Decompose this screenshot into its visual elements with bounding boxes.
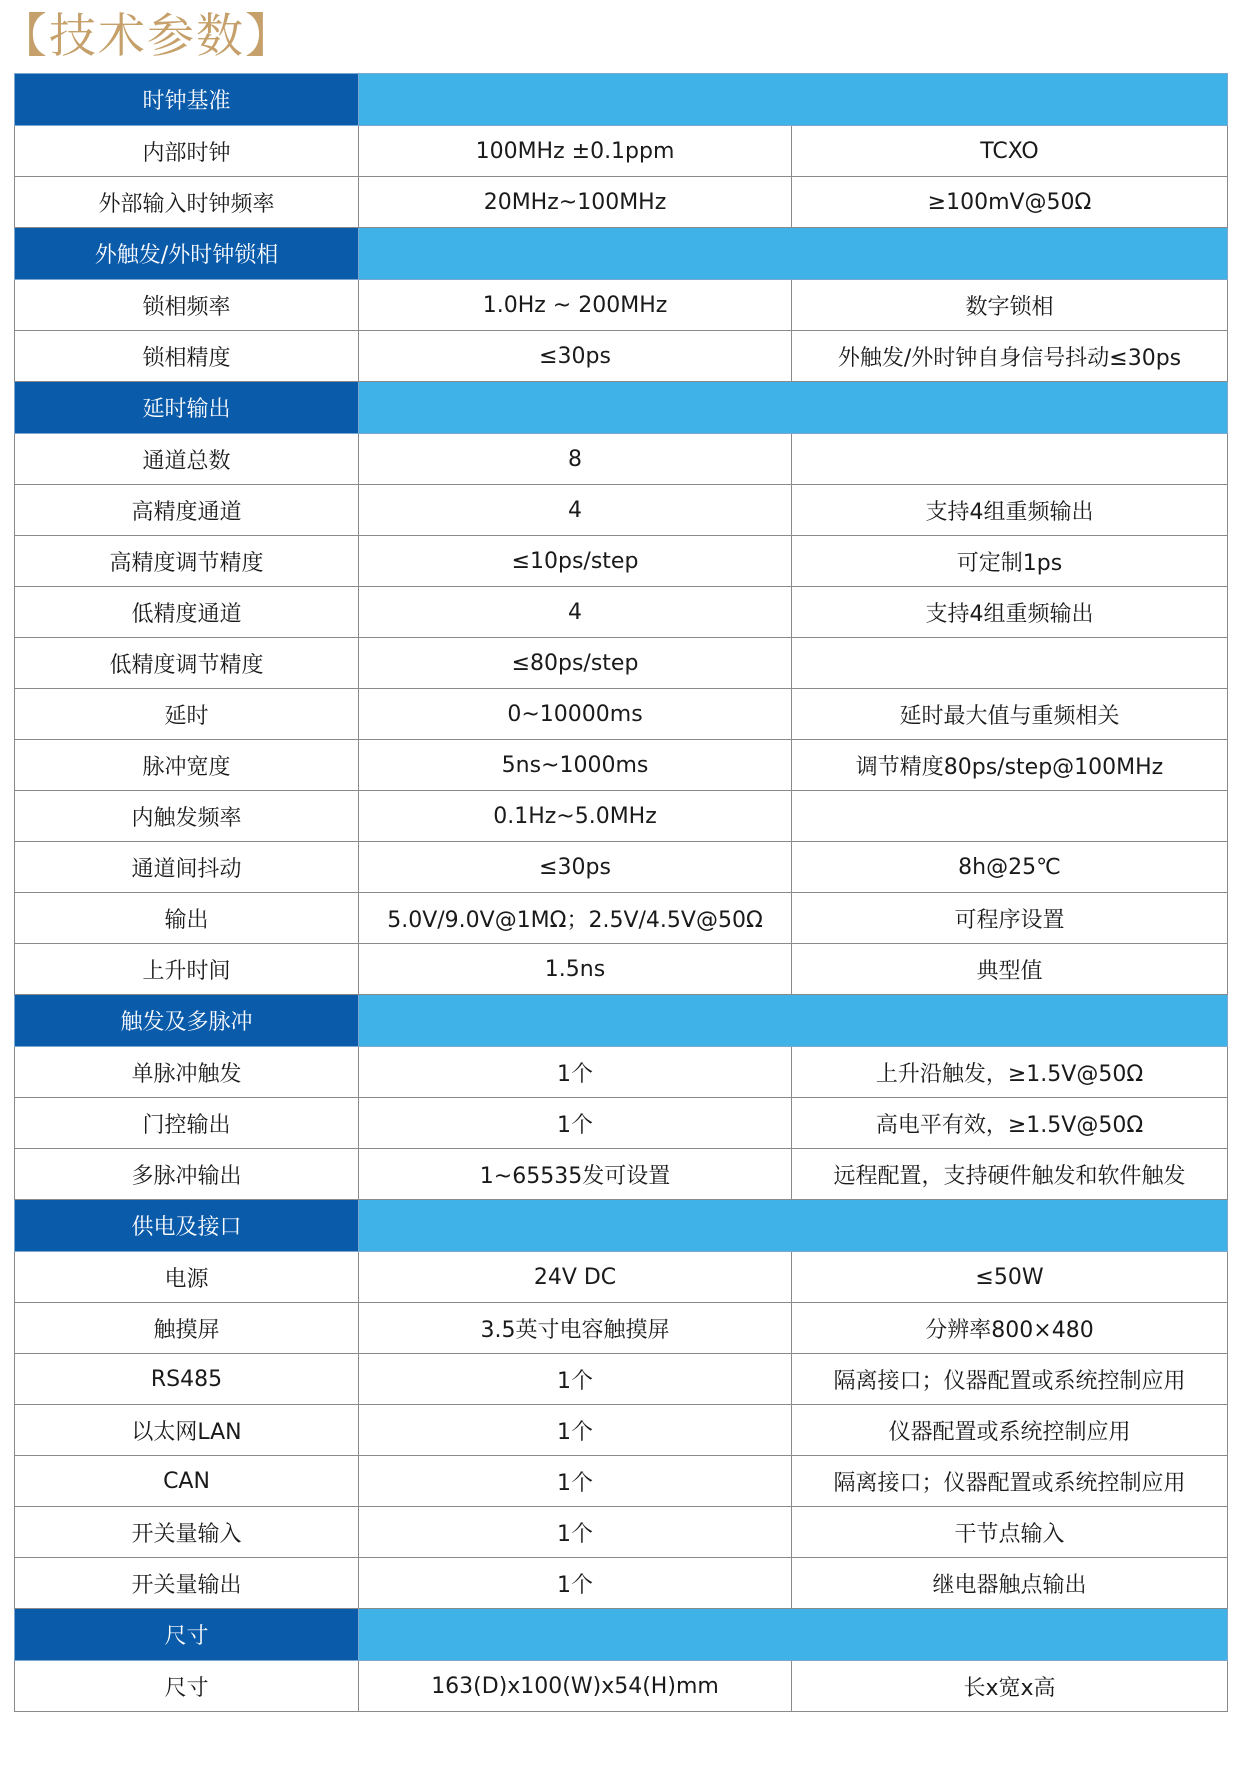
- param-value-cell: 5ns~1000ms: [359, 740, 792, 791]
- param-value-cell: 20MHz~100MHz: [359, 177, 792, 228]
- param-value-cell: 1个: [359, 1354, 792, 1405]
- param-name-cell: 电源: [15, 1252, 359, 1303]
- param-name-cell: RS485: [15, 1354, 359, 1405]
- table-row: [15, 689, 1228, 740]
- table-row: [15, 126, 1228, 177]
- param-note-cell: 隔离接口；仪器配置或系统控制应用: [792, 1456, 1228, 1507]
- table-row: [15, 791, 1228, 842]
- param-value-cell: 8: [359, 434, 792, 485]
- param-value-cell: 4: [359, 485, 792, 536]
- param-note-cell: 仪器配置或系统控制应用: [792, 1405, 1228, 1456]
- page-title: 【技术参数】: [0, 9, 294, 64]
- section-title: 外触发/外时钟锁相: [15, 228, 359, 280]
- param-name-cell: 开关量输出: [15, 1558, 359, 1609]
- param-value-cell: 1个: [359, 1405, 792, 1456]
- table-row: [15, 1558, 1228, 1609]
- section-title: 触发及多脉冲: [15, 995, 359, 1047]
- table-row: [15, 485, 1228, 536]
- param-value-cell: ≤10ps/step: [359, 536, 792, 587]
- table-row: [15, 638, 1228, 689]
- table-row: [15, 1354, 1228, 1405]
- param-name-cell: 延时: [15, 689, 359, 740]
- param-note-cell: 干节点输入: [792, 1507, 1228, 1558]
- param-name-cell: 内部时钟: [15, 126, 359, 177]
- section-header-fill: [359, 228, 1228, 280]
- section-header-row: [15, 1200, 1228, 1252]
- param-note-cell: 调节精度80ps/step@100MHz: [792, 740, 1228, 791]
- param-value-cell: 1个: [359, 1507, 792, 1558]
- param-value-cell: 1.5ns: [359, 944, 792, 995]
- param-name-cell: 脉冲宽度: [15, 740, 359, 791]
- param-note-cell: [792, 434, 1228, 485]
- table-row: [15, 893, 1228, 944]
- param-name-cell: 门控输出: [15, 1098, 359, 1149]
- spec-table: [14, 73, 1228, 1712]
- table-row: [15, 434, 1228, 485]
- table-row: [15, 587, 1228, 638]
- section-header-row: [15, 382, 1228, 434]
- param-value-cell: ≤80ps/step: [359, 638, 792, 689]
- table-row: [15, 1098, 1228, 1149]
- param-value-cell: ≤30ps: [359, 331, 792, 382]
- param-name-cell: 低精度通道: [15, 587, 359, 638]
- param-value-cell: 24V DC: [359, 1252, 792, 1303]
- param-note-cell: 可程序设置: [792, 893, 1228, 944]
- table-row: [15, 842, 1228, 893]
- param-name-cell: 外部输入时钟频率: [15, 177, 359, 228]
- param-name-cell: 触摸屏: [15, 1303, 359, 1354]
- param-name-cell: 输出: [15, 893, 359, 944]
- param-note-cell: 外触发/外时钟自身信号抖动≤30ps: [792, 331, 1228, 382]
- param-note-cell: 可定制1ps: [792, 536, 1228, 587]
- param-value-cell: 1个: [359, 1456, 792, 1507]
- param-name-cell: 以太网LAN: [15, 1405, 359, 1456]
- table-row: [15, 1661, 1228, 1712]
- section-header-fill: [359, 1200, 1228, 1252]
- param-value-cell: 1~65535发可设置: [359, 1149, 792, 1200]
- section-header-row: [15, 228, 1228, 280]
- param-note-cell: 支持4组重频输出: [792, 485, 1228, 536]
- param-name-cell: 开关量输入: [15, 1507, 359, 1558]
- table-row: [15, 280, 1228, 331]
- table-row: [15, 740, 1228, 791]
- table-row: [15, 1047, 1228, 1098]
- param-name-cell: 单脉冲触发: [15, 1047, 359, 1098]
- table-row: [15, 177, 1228, 228]
- section-header-fill: [359, 1609, 1228, 1661]
- param-value-cell: 0~10000ms: [359, 689, 792, 740]
- section-header-fill: [359, 74, 1228, 126]
- param-name-cell: 高精度通道: [15, 485, 359, 536]
- param-note-cell: 数字锁相: [792, 280, 1228, 331]
- table-row: [15, 536, 1228, 587]
- param-name-cell: 内触发频率: [15, 791, 359, 842]
- param-note-cell: 继电器触点输出: [792, 1558, 1228, 1609]
- section-title: 时钟基准: [15, 74, 359, 126]
- section-title: 供电及接口: [15, 1200, 359, 1252]
- table-row: [15, 1507, 1228, 1558]
- param-value-cell: 1个: [359, 1098, 792, 1149]
- param-note-cell: 8h@25℃: [792, 842, 1228, 893]
- param-name-cell: 多脉冲输出: [15, 1149, 359, 1200]
- param-note-cell: 典型值: [792, 944, 1228, 995]
- param-name-cell: 通道间抖动: [15, 842, 359, 893]
- table-row: [15, 1456, 1228, 1507]
- param-value-cell: 163(D)x100(W)x54(H)mm: [359, 1661, 792, 1712]
- param-value-cell: 1个: [359, 1558, 792, 1609]
- param-value-cell: 1个: [359, 1047, 792, 1098]
- table-row: [15, 1303, 1228, 1354]
- section-header-row: [15, 74, 1228, 126]
- param-value-cell: 5.0V/9.0V@1MΩ；2.5V/4.5V@50Ω: [359, 893, 792, 944]
- param-note-cell: 延时最大值与重频相关: [792, 689, 1228, 740]
- param-name-cell: 锁相频率: [15, 280, 359, 331]
- param-name-cell: 上升时间: [15, 944, 359, 995]
- table-row: [15, 331, 1228, 382]
- param-note-cell: TCXO: [792, 126, 1228, 177]
- param-name-cell: 锁相精度: [15, 331, 359, 382]
- section-header-fill: [359, 995, 1228, 1047]
- param-note-cell: [792, 791, 1228, 842]
- table-row: [15, 1149, 1228, 1200]
- param-name-cell: 尺寸: [15, 1661, 359, 1712]
- param-note-cell: 隔离接口；仪器配置或系统控制应用: [792, 1354, 1228, 1405]
- section-title: 尺寸: [15, 1609, 359, 1661]
- section-header-row: [15, 1609, 1228, 1661]
- table-row: [15, 1252, 1228, 1303]
- param-name-cell: 通道总数: [15, 434, 359, 485]
- param-name-cell: 低精度调节精度: [15, 638, 359, 689]
- param-value-cell: 0.1Hz~5.0MHz: [359, 791, 792, 842]
- param-note-cell: 高电平有效，≥1.5V@50Ω: [792, 1098, 1228, 1149]
- param-value-cell: 4: [359, 587, 792, 638]
- param-note-cell: 支持4组重频输出: [792, 587, 1228, 638]
- param-note-cell: ≥100mV@50Ω: [792, 177, 1228, 228]
- section-title: 延时输出: [15, 382, 359, 434]
- param-note-cell: [792, 638, 1228, 689]
- param-value-cell: ≤30ps: [359, 842, 792, 893]
- section-header-row: [15, 995, 1228, 1047]
- param-note-cell: ≤50W: [792, 1252, 1228, 1303]
- param-note-cell: 分辨率800×480: [792, 1303, 1228, 1354]
- param-value-cell: 100MHz ±0.1ppm: [359, 126, 792, 177]
- param-note-cell: 长x宽x高: [792, 1661, 1228, 1712]
- section-header-fill: [359, 382, 1228, 434]
- param-value-cell: 1.0Hz ~ 200MHz: [359, 280, 792, 331]
- table-row: [15, 944, 1228, 995]
- table-row: [15, 1405, 1228, 1456]
- param-note-cell: 远程配置，支持硬件触发和软件触发: [792, 1149, 1228, 1200]
- param-name-cell: CAN: [15, 1456, 359, 1507]
- param-name-cell: 高精度调节精度: [15, 536, 359, 587]
- param-value-cell: 3.5英寸电容触摸屏: [359, 1303, 792, 1354]
- param-note-cell: 上升沿触发，≥1.5V@50Ω: [792, 1047, 1228, 1098]
